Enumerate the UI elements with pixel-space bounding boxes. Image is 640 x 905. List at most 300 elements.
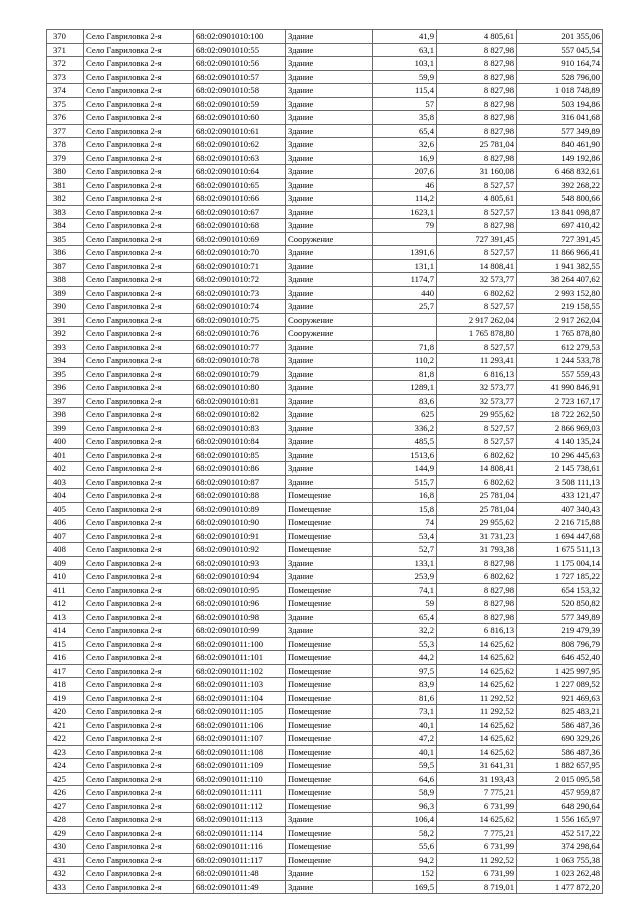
table-row (47, 826, 603, 840)
area-cell: 97,5 (373, 664, 437, 678)
unit-value-cell: 6 731,99 (437, 867, 517, 881)
cadastral-value-table (46, 29, 603, 894)
locality-cell: Село Гавриловка 2-я (84, 880, 194, 894)
unit-value-cell: 11 292,52 (437, 691, 517, 705)
object-type-cell: Сооружение (286, 327, 373, 341)
locality-cell: Село Гавриловка 2-я (84, 745, 194, 759)
area-cell: 74,1 (373, 583, 437, 597)
area-cell: 32,6 (373, 138, 437, 152)
unit-value-cell: 14 625,62 (437, 718, 517, 732)
table-row (47, 84, 603, 98)
table-row (47, 421, 603, 435)
unit-value-cell: 31 160,08 (437, 165, 517, 179)
cadastral-number-cell: 68:02:0901010:55 (194, 43, 286, 57)
object-type-cell: Помещение (286, 529, 373, 543)
unit-value-cell: 8 827,98 (437, 610, 517, 624)
cadastral-value-cell: 2 145 738,61 (517, 462, 603, 476)
row-number-cell: 410 (47, 570, 84, 584)
locality-cell: Село Гавриловка 2-я (84, 30, 194, 44)
cadastral-value-cell: 690 329,26 (517, 732, 603, 746)
table-row (47, 610, 603, 624)
area-cell: 103,1 (373, 57, 437, 71)
row-number-cell: 433 (47, 880, 84, 894)
unit-value-cell: 6 731,99 (437, 840, 517, 854)
object-type-cell: Здание (286, 57, 373, 71)
cadastral-number-cell: 68:02:0901010:58 (194, 84, 286, 98)
cadastral-value-cell: 38 264 407,62 (517, 273, 603, 287)
row-number-cell: 375 (47, 97, 84, 111)
unit-value-cell: 7 775,21 (437, 826, 517, 840)
unit-value-cell: 1 765 878,80 (437, 327, 517, 341)
unit-value-cell: 6 816,13 (437, 624, 517, 638)
locality-cell: Село Гавриловка 2-я (84, 435, 194, 449)
row-number-cell: 405 (47, 502, 84, 516)
unit-value-cell: 8 527,57 (437, 435, 517, 449)
table-row (47, 772, 603, 786)
locality-cell: Село Гавриловка 2-я (84, 556, 194, 570)
table-row (47, 745, 603, 759)
cadastral-value-cell: 10 296 445,63 (517, 448, 603, 462)
row-number-cell: 393 (47, 340, 84, 354)
cadastral-value-cell: 1 675 511,13 (517, 543, 603, 557)
area-cell: 1174,7 (373, 273, 437, 287)
cadastral-number-cell: 68:02:0901010:69 (194, 232, 286, 246)
area-cell: 32,2 (373, 624, 437, 638)
row-number-cell: 387 (47, 259, 84, 273)
row-number-cell: 423 (47, 745, 84, 759)
locality-cell: Село Гавриловка 2-я (84, 327, 194, 341)
cadastral-value-cell: 586 487,36 (517, 718, 603, 732)
unit-value-cell: 2 917 262,04 (437, 313, 517, 327)
table-row (47, 651, 603, 665)
locality-cell: Село Гавриловка 2-я (84, 340, 194, 354)
table-row (47, 408, 603, 422)
unit-value-cell: 25 781,04 (437, 138, 517, 152)
table-row (47, 583, 603, 597)
cadastral-value-cell: 6 468 832,61 (517, 165, 603, 179)
area-cell: 515,7 (373, 475, 437, 489)
row-number-cell: 406 (47, 516, 84, 530)
row-number-cell: 426 (47, 786, 84, 800)
table-row (47, 111, 603, 125)
cadastral-number-cell: 68:02:0901010:59 (194, 97, 286, 111)
unit-value-cell: 6 802,62 (437, 448, 517, 462)
cadastral-number-cell: 68:02:0901011:116 (194, 840, 286, 854)
row-number-cell: 381 (47, 178, 84, 192)
cadastral-value-cell: 910 164,74 (517, 57, 603, 71)
unit-value-cell: 7 775,21 (437, 786, 517, 800)
row-number-cell: 414 (47, 624, 84, 638)
table-row (47, 556, 603, 570)
cadastral-value-cell: 840 461,90 (517, 138, 603, 152)
cadastral-number-cell: 68:02:0901010:81 (194, 394, 286, 408)
object-type-cell: Помещение (286, 826, 373, 840)
area-cell: 115,4 (373, 84, 437, 98)
object-type-cell: Помещение (286, 840, 373, 854)
row-number-cell: 427 (47, 799, 84, 813)
object-type-cell: Помещение (286, 678, 373, 692)
table-row (47, 300, 603, 314)
unit-value-cell: 8 827,98 (437, 111, 517, 125)
area-cell: 73,1 (373, 705, 437, 719)
cadastral-value-cell: 727 391,45 (517, 232, 603, 246)
row-number-cell: 388 (47, 273, 84, 287)
area-cell: 96,3 (373, 799, 437, 813)
locality-cell: Село Гавриловка 2-я (84, 124, 194, 138)
cadastral-value-cell: 1 556 165,97 (517, 813, 603, 827)
cadastral-value-cell: 2 015 095,58 (517, 772, 603, 786)
area-cell: 40,1 (373, 718, 437, 732)
cadastral-number-cell: 68:02:0901010:76 (194, 327, 286, 341)
cadastral-value-cell: 219 479,39 (517, 624, 603, 638)
object-type-cell: Здание (286, 30, 373, 44)
locality-cell: Село Гавриловка 2-я (84, 151, 194, 165)
table-row (47, 246, 603, 260)
unit-value-cell: 8 827,98 (437, 219, 517, 233)
row-number-cell: 415 (47, 637, 84, 651)
unit-value-cell: 32 573,77 (437, 394, 517, 408)
unit-value-cell: 31 793,38 (437, 543, 517, 557)
locality-cell: Село Гавриловка 2-я (84, 529, 194, 543)
row-number-cell: 430 (47, 840, 84, 854)
area-cell: 1513,6 (373, 448, 437, 462)
object-type-cell: Здание (286, 570, 373, 584)
cadastral-value-cell: 201 355,06 (517, 30, 603, 44)
locality-cell: Село Гавриловка 2-я (84, 705, 194, 719)
locality-cell: Село Гавриловка 2-я (84, 502, 194, 516)
table-row (47, 151, 603, 165)
table-row (47, 70, 603, 84)
cadastral-number-cell: 68:02:0901010:91 (194, 529, 286, 543)
locality-cell: Село Гавриловка 2-я (84, 448, 194, 462)
cadastral-value-cell: 648 290,64 (517, 799, 603, 813)
area-cell: 81,6 (373, 691, 437, 705)
area-cell: 35,8 (373, 111, 437, 125)
table-row (47, 462, 603, 476)
cadastral-number-cell: 68:02:0901011:111 (194, 786, 286, 800)
object-type-cell: Помещение (286, 516, 373, 530)
row-number-cell: 386 (47, 246, 84, 260)
locality-cell: Село Гавриловка 2-я (84, 165, 194, 179)
locality-cell: Село Гавриловка 2-я (84, 286, 194, 300)
cadastral-value-cell: 1 023 262,48 (517, 867, 603, 881)
locality-cell: Село Гавриловка 2-я (84, 70, 194, 84)
table-row (47, 327, 603, 341)
area-cell: 81,8 (373, 367, 437, 381)
unit-value-cell: 25 781,04 (437, 489, 517, 503)
table-row (47, 664, 603, 678)
locality-cell: Село Гавриловка 2-я (84, 597, 194, 611)
unit-value-cell: 14 625,62 (437, 651, 517, 665)
area-cell: 15,8 (373, 502, 437, 516)
cadastral-number-cell: 68:02:0901011:102 (194, 664, 286, 678)
cadastral-number-cell: 68:02:0901010:75 (194, 313, 286, 327)
object-type-cell: Помещение (286, 853, 373, 867)
cadastral-number-cell: 68:02:0901011:112 (194, 799, 286, 813)
locality-cell: Село Гавриловка 2-я (84, 678, 194, 692)
object-type-cell: Помещение (286, 583, 373, 597)
table-row (47, 624, 603, 638)
unit-value-cell: 14 625,62 (437, 664, 517, 678)
cadastral-value-cell: 11 866 966,41 (517, 246, 603, 260)
object-type-cell: Помещение (286, 543, 373, 557)
object-type-cell: Здание (286, 556, 373, 570)
locality-cell: Село Гавриловка 2-я (84, 516, 194, 530)
cadastral-value-cell: 316 041,68 (517, 111, 603, 125)
unit-value-cell: 8 527,57 (437, 340, 517, 354)
cadastral-value-cell: 503 194,86 (517, 97, 603, 111)
locality-cell: Село Гавриловка 2-я (84, 826, 194, 840)
table-row (47, 354, 603, 368)
object-type-cell: Помещение (286, 705, 373, 719)
cadastral-value-cell: 1 941 382,55 (517, 259, 603, 273)
area-cell: 59,5 (373, 759, 437, 773)
row-number-cell: 372 (47, 57, 84, 71)
object-type-cell: Помещение (286, 691, 373, 705)
object-type-cell: Здание (286, 475, 373, 489)
cadastral-number-cell: 68:02:0901010:100 (194, 30, 286, 44)
cadastral-value-cell: 1 244 533,78 (517, 354, 603, 368)
table-row (47, 705, 603, 719)
cadastral-value-cell: 557 559,43 (517, 367, 603, 381)
table-row (47, 165, 603, 179)
unit-value-cell: 8 527,57 (437, 421, 517, 435)
cadastral-value-cell: 374 298,64 (517, 840, 603, 854)
table-row (47, 597, 603, 611)
unit-value-cell: 8 827,98 (437, 43, 517, 57)
cadastral-value-cell: 1 727 185,22 (517, 570, 603, 584)
locality-cell: Село Гавриловка 2-я (84, 84, 194, 98)
object-type-cell: Помещение (286, 786, 373, 800)
unit-value-cell: 11 292,52 (437, 705, 517, 719)
row-number-cell: 374 (47, 84, 84, 98)
object-type-cell: Помещение (286, 489, 373, 503)
area-cell: 58,9 (373, 786, 437, 800)
cadastral-number-cell: 68:02:0901010:86 (194, 462, 286, 476)
row-number-cell: 425 (47, 772, 84, 786)
table-row (47, 799, 603, 813)
unit-value-cell: 8 827,98 (437, 151, 517, 165)
cadastral-number-cell: 68:02:0901010:61 (194, 124, 286, 138)
table-row (47, 232, 603, 246)
cadastral-number-cell: 68:02:0901010:72 (194, 273, 286, 287)
object-type-cell: Помещение (286, 637, 373, 651)
area-cell: 44,2 (373, 651, 437, 665)
object-type-cell: Здание (286, 192, 373, 206)
table-row (47, 178, 603, 192)
locality-cell: Село Гавриловка 2-я (84, 691, 194, 705)
row-number-cell: 389 (47, 286, 84, 300)
cadastral-value-cell: 528 796,00 (517, 70, 603, 84)
cadastral-number-cell: 68:02:0901010:82 (194, 408, 286, 422)
row-number-cell: 403 (47, 475, 84, 489)
locality-cell: Село Гавриловка 2-я (84, 57, 194, 71)
row-number-cell: 431 (47, 853, 84, 867)
row-number-cell: 392 (47, 327, 84, 341)
object-type-cell: Здание (286, 219, 373, 233)
cadastral-value-cell: 697 410,42 (517, 219, 603, 233)
object-type-cell: Здание (286, 259, 373, 273)
cadastral-number-cell: 68:02:0901010:94 (194, 570, 286, 584)
unit-value-cell: 31 193,43 (437, 772, 517, 786)
unit-value-cell: 11 292,52 (437, 853, 517, 867)
locality-cell: Село Гавриловка 2-я (84, 43, 194, 57)
area-cell: 40,1 (373, 745, 437, 759)
unit-value-cell: 6 802,62 (437, 475, 517, 489)
cadastral-number-cell: 68:02:0901010:56 (194, 57, 286, 71)
locality-cell: Село Гавриловка 2-я (84, 192, 194, 206)
area-cell: 16,8 (373, 489, 437, 503)
row-number-cell: 429 (47, 826, 84, 840)
row-number-cell: 377 (47, 124, 84, 138)
object-type-cell: Помещение (286, 799, 373, 813)
cadastral-value-cell: 1 765 878,80 (517, 327, 603, 341)
cadastral-value-cell: 2 993 152,80 (517, 286, 603, 300)
unit-value-cell: 8 527,57 (437, 300, 517, 314)
cadastral-value-cell: 1 018 748,89 (517, 84, 603, 98)
row-number-cell: 413 (47, 610, 84, 624)
unit-value-cell: 32 573,77 (437, 273, 517, 287)
unit-value-cell: 8 719,01 (437, 880, 517, 894)
object-type-cell: Здание (286, 138, 373, 152)
object-type-cell: Здание (286, 151, 373, 165)
table-row (47, 691, 603, 705)
cadastral-number-cell: 68:02:0901010:67 (194, 205, 286, 219)
cadastral-value-cell: 1 175 004,14 (517, 556, 603, 570)
object-type-cell: Здание (286, 435, 373, 449)
cadastral-number-cell: 68:02:0901011:105 (194, 705, 286, 719)
locality-cell: Село Гавриловка 2-я (84, 583, 194, 597)
row-number-cell: 417 (47, 664, 84, 678)
cadastral-number-cell: 68:02:0901010:60 (194, 111, 286, 125)
unit-value-cell: 4 805,61 (437, 30, 517, 44)
cadastral-value-cell: 557 045,54 (517, 43, 603, 57)
unit-value-cell: 14 625,62 (437, 678, 517, 692)
object-type-cell: Помещение (286, 732, 373, 746)
cadastral-value-cell: 3 508 111,13 (517, 475, 603, 489)
locality-cell: Село Гавриловка 2-я (84, 799, 194, 813)
locality-cell: Село Гавриловка 2-я (84, 205, 194, 219)
object-type-cell: Здание (286, 124, 373, 138)
table-row (47, 759, 603, 773)
cadastral-number-cell: 68:02:0901010:77 (194, 340, 286, 354)
cadastral-number-cell: 68:02:0901010:68 (194, 219, 286, 233)
cadastral-number-cell: 68:02:0901011:106 (194, 718, 286, 732)
locality-cell: Село Гавриловка 2-я (84, 394, 194, 408)
row-number-cell: 402 (47, 462, 84, 476)
unit-value-cell: 14 625,62 (437, 745, 517, 759)
locality-cell: Село Гавриловка 2-я (84, 772, 194, 786)
area-cell: 253,9 (373, 570, 437, 584)
object-type-cell: Здание (286, 462, 373, 476)
cadastral-value-cell: 2 917 262,04 (517, 313, 603, 327)
cadastral-number-cell: 68:02:0901011:107 (194, 732, 286, 746)
locality-cell: Село Гавриловка 2-я (84, 381, 194, 395)
locality-cell: Село Гавриловка 2-я (84, 259, 194, 273)
row-number-cell: 399 (47, 421, 84, 435)
area-cell: 152 (373, 867, 437, 881)
object-type-cell: Здание (286, 394, 373, 408)
locality-cell: Село Гавриловка 2-я (84, 651, 194, 665)
unit-value-cell: 8 827,98 (437, 597, 517, 611)
object-type-cell: Сооружение (286, 232, 373, 246)
cadastral-value-cell: 1 425 997,95 (517, 664, 603, 678)
table-row (47, 880, 603, 894)
object-type-cell: Здание (286, 165, 373, 179)
cadastral-value-cell: 2 216 715,88 (517, 516, 603, 530)
cadastral-number-cell: 68:02:0901010:92 (194, 543, 286, 557)
cadastral-value-cell: 577 349,89 (517, 610, 603, 624)
object-type-cell: Помещение (286, 502, 373, 516)
row-number-cell: 397 (47, 394, 84, 408)
row-number-cell: 382 (47, 192, 84, 206)
cadastral-value-cell: 18 722 262,50 (517, 408, 603, 422)
area-cell: 207,6 (373, 165, 437, 179)
unit-value-cell: 8 827,98 (437, 124, 517, 138)
table-row (47, 840, 603, 854)
object-type-cell: Здание (286, 286, 373, 300)
cadastral-number-cell: 68:02:0901010:99 (194, 624, 286, 638)
locality-cell: Село Гавриловка 2-я (84, 853, 194, 867)
object-type-cell: Помещение (286, 759, 373, 773)
cadastral-value-cell: 13 841 098,87 (517, 205, 603, 219)
table-row (47, 786, 603, 800)
cadastral-number-cell: 68:02:0901010:83 (194, 421, 286, 435)
cadastral-number-cell: 68:02:0901011:103 (194, 678, 286, 692)
table-row (47, 637, 603, 651)
object-type-cell: Здание (286, 610, 373, 624)
cadastral-number-cell: 68:02:0901010:74 (194, 300, 286, 314)
locality-cell: Село Гавриловка 2-я (84, 610, 194, 624)
cadastral-number-cell: 68:02:0901010:70 (194, 246, 286, 260)
cadastral-value-cell: 1 477 872,20 (517, 880, 603, 894)
unit-value-cell: 8 827,98 (437, 97, 517, 111)
locality-cell: Село Гавриловка 2-я (84, 300, 194, 314)
unit-value-cell: 8 827,98 (437, 70, 517, 84)
object-type-cell: Здание (286, 448, 373, 462)
table-row (47, 367, 603, 381)
locality-cell: Село Гавриловка 2-я (84, 840, 194, 854)
table-row (47, 286, 603, 300)
cadastral-number-cell: 68:02:0901010:66 (194, 192, 286, 206)
unit-value-cell: 8 827,98 (437, 583, 517, 597)
row-number-cell: 373 (47, 70, 84, 84)
table-row (47, 205, 603, 219)
object-type-cell: Здание (286, 408, 373, 422)
row-number-cell: 400 (47, 435, 84, 449)
cadastral-value-cell: 219 158,55 (517, 300, 603, 314)
cadastral-number-cell: 68:02:0901010:65 (194, 178, 286, 192)
row-number-cell: 371 (47, 43, 84, 57)
locality-cell: Село Гавриловка 2-я (84, 97, 194, 111)
table-body (47, 30, 603, 894)
cadastral-number-cell: 68:02:0901011:108 (194, 745, 286, 759)
object-type-cell: Здание (286, 205, 373, 219)
area-cell: 57 (373, 97, 437, 111)
object-type-cell: Здание (286, 880, 373, 894)
area-cell: 83,9 (373, 678, 437, 692)
cadastral-value-cell: 407 340,43 (517, 502, 603, 516)
row-number-cell: 379 (47, 151, 84, 165)
cadastral-value-cell: 457 959,87 (517, 786, 603, 800)
table-row (47, 394, 603, 408)
cadastral-number-cell: 68:02:0901010:84 (194, 435, 286, 449)
area-cell: 1289,1 (373, 381, 437, 395)
table-row (47, 502, 603, 516)
area-cell: 144,9 (373, 462, 437, 476)
area-cell: 53,4 (373, 529, 437, 543)
locality-cell: Село Гавриловка 2-я (84, 867, 194, 881)
